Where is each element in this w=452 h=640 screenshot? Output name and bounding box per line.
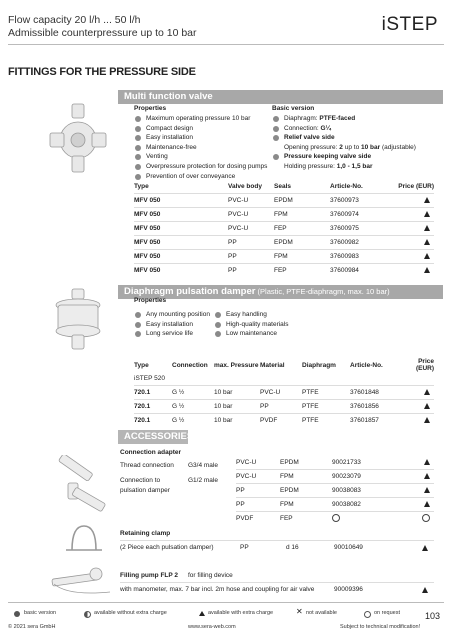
- cell-connection: G ½: [172, 400, 214, 414]
- adapter-heading: Connection adapter: [120, 449, 182, 456]
- on-request-icon: [332, 514, 340, 522]
- col-connection: Connection: [172, 361, 208, 369]
- cell-type: MFV 050: [134, 194, 228, 208]
- available-extra-charge-icon: [422, 587, 428, 593]
- cell-price: [400, 386, 434, 400]
- damper-property: Low maintenance: [214, 329, 289, 339]
- cell-valve-body: PP: [228, 250, 274, 264]
- damper-properties-left: [134, 310, 210, 339]
- mfv-property: Venting: [134, 152, 267, 162]
- cell-material: PVC-U: [260, 386, 302, 400]
- cell-seals: FPM: [280, 498, 332, 512]
- cell-connection: G ½: [172, 414, 214, 428]
- cell-type: MFV 050: [134, 222, 228, 236]
- cell-material: PP: [236, 498, 280, 512]
- mfv-basic-heading: Basic version: [272, 105, 315, 112]
- mfv-property: Maintenance-free: [134, 143, 267, 153]
- available-extra-charge-icon: [424, 501, 430, 507]
- cell-material: PVC-U: [236, 470, 280, 484]
- page-number: 103: [424, 611, 440, 621]
- pump-description: with manometer, max. 7 bar incl. 2m hose and coupling for air valve: [120, 586, 315, 593]
- mfv-title-bar: Multi function valve: [118, 90, 443, 104]
- cell-valve-body: PVC-U: [228, 222, 274, 236]
- retaining-clamp-image: [64, 520, 104, 556]
- damper-property: High-quality materials: [214, 320, 289, 330]
- cell-type: MFV 050: [134, 264, 228, 278]
- mfv-table-header: [134, 180, 434, 194]
- available-extra-charge-icon: [422, 545, 428, 551]
- cell-price: [400, 484, 434, 498]
- damper-property: Easy installation: [134, 320, 210, 330]
- cell-article-no: 90021733: [332, 459, 361, 466]
- cell-article-no: 37601856: [350, 400, 400, 414]
- cell-article-no: 90023079: [332, 470, 400, 484]
- cell-type: 720.1: [134, 386, 172, 400]
- available-extra-charge-icon: [424, 211, 430, 217]
- legend-available-no-charge: available without extra charge: [94, 610, 167, 616]
- cell-valve-body: PVC-U: [228, 208, 274, 222]
- mfv-property: Overpressure protection for dosing pumps: [134, 162, 267, 172]
- available-extra-charge-icon: [424, 487, 430, 493]
- mfv-property: Easy installation: [134, 133, 267, 143]
- col-article-no: Article-No.: [350, 361, 383, 369]
- clamp-divider: [120, 540, 434, 541]
- cell-price: [400, 470, 434, 484]
- on-request-icon: [422, 514, 430, 522]
- pulsation-connection-label: Connection to pulsation damper: [120, 477, 170, 494]
- available-extra-charge-icon: [424, 417, 430, 423]
- table-row: [236, 484, 434, 498]
- cell-seals: EPDM: [274, 236, 330, 250]
- cell-type: MFV 050: [134, 236, 228, 250]
- header-counterpressure: Admissible counterpressure up to 10 bar: [8, 27, 197, 39]
- damper-properties-right: [214, 310, 289, 339]
- table-row: [134, 236, 434, 250]
- cell-price: [396, 250, 434, 264]
- col-price: Price (EUR): [415, 358, 434, 372]
- cell-price: [400, 400, 434, 414]
- damper-properties-heading: Properties: [134, 297, 167, 304]
- cell-seals: FEP: [280, 512, 332, 526]
- available-extra-charge-icon: [424, 403, 430, 409]
- cell-seals: FEP: [274, 222, 330, 236]
- damper-group-label: iSTEP 520: [134, 375, 165, 382]
- cell-price: [400, 456, 434, 470]
- cell-price: [396, 208, 434, 222]
- damper-table-header: [134, 358, 434, 372]
- mfv-property: Compact design: [134, 124, 267, 134]
- cell-type: MFV 050: [134, 250, 228, 264]
- cell-article-no: 90038083: [332, 484, 400, 498]
- clamp-description: (2 Piece each pulsation damper): [120, 544, 214, 551]
- table-row: [236, 512, 434, 526]
- mfv-connection: Connection: G¼: [272, 124, 416, 134]
- cell-price: [396, 236, 434, 250]
- cell-price: [400, 414, 434, 428]
- cell-article-no: 37600983: [330, 250, 396, 264]
- page-title: FITTINGS FOR THE PRESSURE SIDE: [8, 66, 196, 78]
- mfv-keeping-heading: Pressure keeping valve side: [272, 152, 416, 162]
- cell-price: [396, 222, 434, 236]
- pump-heading: Filling pump FLP 2: [120, 572, 179, 579]
- not-available-icon: ✕: [296, 607, 303, 616]
- col-article-no: Article-No.: [330, 183, 363, 190]
- clamp-material: PP: [240, 544, 249, 551]
- copyright: © 2021 sera GmbH: [8, 624, 56, 630]
- cell-article-no: 37600973: [330, 194, 396, 208]
- col-price: Price (EUR): [398, 183, 434, 190]
- accessories-title-bar: ACCESSORIES: [118, 430, 188, 444]
- cell-seals: FPM: [274, 208, 330, 222]
- cell-price: [396, 194, 434, 208]
- pump-article-no: 90009396: [334, 586, 363, 593]
- damper-property: Easy handling: [214, 310, 289, 320]
- cell-price: [400, 498, 434, 512]
- footer-divider: [8, 602, 444, 603]
- col-type: Type: [134, 183, 149, 190]
- damper-table: [134, 358, 434, 427]
- cell-seals: EPDM: [274, 194, 330, 208]
- pump-divider: [120, 582, 434, 583]
- mfv-basic-list: [272, 114, 416, 172]
- table-row: [134, 194, 434, 208]
- col-material: Material: [260, 361, 285, 369]
- cell-material: PP: [236, 484, 280, 498]
- available-extra-charge-icon: [424, 225, 430, 231]
- cell-material: PVDF: [260, 414, 302, 428]
- col-diaphragm: Diaphragm: [302, 361, 336, 369]
- damper-property: Any mounting position: [134, 310, 210, 320]
- damper-title-bar: Diaphragm pulsation damper (Plastic, PTFE-diaphragm, max. 10 bar): [118, 285, 443, 299]
- cell-article-no: 37600974: [330, 208, 396, 222]
- table-row: [236, 456, 434, 470]
- available-extra-charge-icon: [424, 253, 430, 259]
- mfv-property: Prevention of over conveyance: [134, 172, 267, 182]
- cell-price: [396, 264, 434, 278]
- pulsation-damper-image: [50, 287, 116, 357]
- adapter-table: [236, 456, 434, 525]
- mfv-table: [134, 180, 434, 277]
- cell-article-no: 90038082: [332, 498, 400, 512]
- cell-article-no: 37600984: [330, 264, 396, 278]
- available-extra-charge-icon: [424, 239, 430, 245]
- cell-type: 720.1: [134, 400, 172, 414]
- cell-article-no: 37600982: [330, 236, 396, 250]
- available-extra-charge-icon: [424, 473, 430, 479]
- multi-function-valve-image: [48, 100, 118, 180]
- on-request-icon: [364, 611, 371, 618]
- cell-connection: G ½: [172, 386, 214, 400]
- table-row: [134, 400, 434, 414]
- cell-diaphragm: PTFE: [302, 400, 350, 414]
- cell-article-no: 37600975: [330, 222, 396, 236]
- clamp-article-no: 90010649: [334, 544, 363, 551]
- legend-on-request: on request: [374, 610, 400, 616]
- cell-max-pressure: 10 bar: [214, 414, 260, 428]
- table-row: [134, 208, 434, 222]
- cell-material: PVC-U: [236, 459, 257, 466]
- cell-material: PP: [260, 400, 302, 414]
- cell-valve-body: PP: [228, 264, 274, 278]
- cell-article-no: [332, 512, 400, 526]
- available-extra-charge-icon: [424, 459, 430, 465]
- cell-max-pressure: 10 bar: [214, 386, 260, 400]
- mfv-opening-pressure: Opening pressure: 2 up to 10 bar (adjustable): [284, 143, 416, 151]
- clamp-heading: Retaining clamp: [120, 530, 171, 537]
- mfv-diaphragm: Diaphragm: PTFE-faced: [272, 114, 416, 124]
- col-type: Type: [134, 361, 149, 369]
- mfv-properties-list: [134, 114, 267, 181]
- modification-note: Subject to technical modification!: [340, 624, 421, 630]
- cell-seals: FPM: [274, 250, 330, 264]
- cell-article-no: 37601857: [350, 414, 400, 428]
- cell-valve-body: PVC-U: [228, 194, 274, 208]
- cell-diaphragm: PTFE: [302, 386, 350, 400]
- mfv-relief-heading: Relief valve side: [272, 133, 416, 143]
- available-extra-charge-icon: [424, 197, 430, 203]
- connection-adapter-image: [52, 455, 114, 525]
- mfv-properties-heading: Properties: [134, 105, 167, 112]
- mfv-property: Maximum operating pressure 10 bar: [134, 114, 267, 124]
- col-seals: Seals: [274, 183, 291, 190]
- brand-title: iSTEP: [381, 14, 438, 35]
- cell-seals: EPDM: [280, 484, 332, 498]
- available-extra-charge-icon: [424, 267, 430, 273]
- header-divider: [8, 44, 444, 45]
- cell-seals: EPDM: [280, 459, 299, 466]
- damper-group-row: [134, 372, 434, 386]
- basic-version-icon: [14, 611, 20, 617]
- mfv-holding-pressure: Holding pressure: 1,0 - 1,5 bar: [284, 162, 373, 170]
- clamp-dimension: d 16: [286, 544, 299, 551]
- cell-type: 720.1: [134, 414, 172, 428]
- table-row: [134, 414, 434, 428]
- website-link[interactable]: www.sera-web.com: [188, 624, 236, 630]
- header-flow-capacity: Flow capacity 20 l/h ... 50 l/h: [8, 14, 141, 26]
- cell-valve-body: PP: [228, 236, 274, 250]
- cell-type: MFV 050: [134, 208, 228, 222]
- cell-seals: FEP: [274, 264, 330, 278]
- thread-connection-label: Thread connection: [120, 462, 174, 469]
- available-no-charge-icon: [84, 611, 91, 618]
- table-row: [134, 264, 434, 278]
- cell-seals: FPM: [280, 470, 332, 484]
- legend-basic-version: basic version: [24, 610, 57, 616]
- pump-for: for filling device: [188, 572, 233, 579]
- cell-price: [400, 512, 434, 526]
- available-extra-charge-icon: [199, 611, 205, 616]
- table-row: [236, 498, 434, 512]
- col-valve-body: Valve body: [228, 183, 262, 190]
- filling-pump-image: [48, 562, 116, 598]
- available-extra-charge-icon: [424, 389, 430, 395]
- table-row: [134, 222, 434, 236]
- cell-material: PVDF: [236, 512, 280, 526]
- cell-article-no: 37601848: [350, 386, 400, 400]
- col-max-pressure: max. Pressure: [214, 361, 259, 369]
- legend-not-available: not available: [306, 610, 337, 616]
- pulsation-connection-size: G1/2 male: [188, 477, 218, 484]
- thread-connection-size: G3/4 male: [188, 462, 218, 469]
- legend-available-extra-charge: available with extra charge: [208, 610, 274, 616]
- cell-max-pressure: 10 bar: [214, 400, 260, 414]
- table-row: [134, 386, 434, 400]
- table-row: [134, 250, 434, 264]
- table-row: [236, 470, 434, 484]
- damper-property: Long service life: [134, 329, 210, 339]
- cell-diaphragm: PTFE: [302, 414, 350, 428]
